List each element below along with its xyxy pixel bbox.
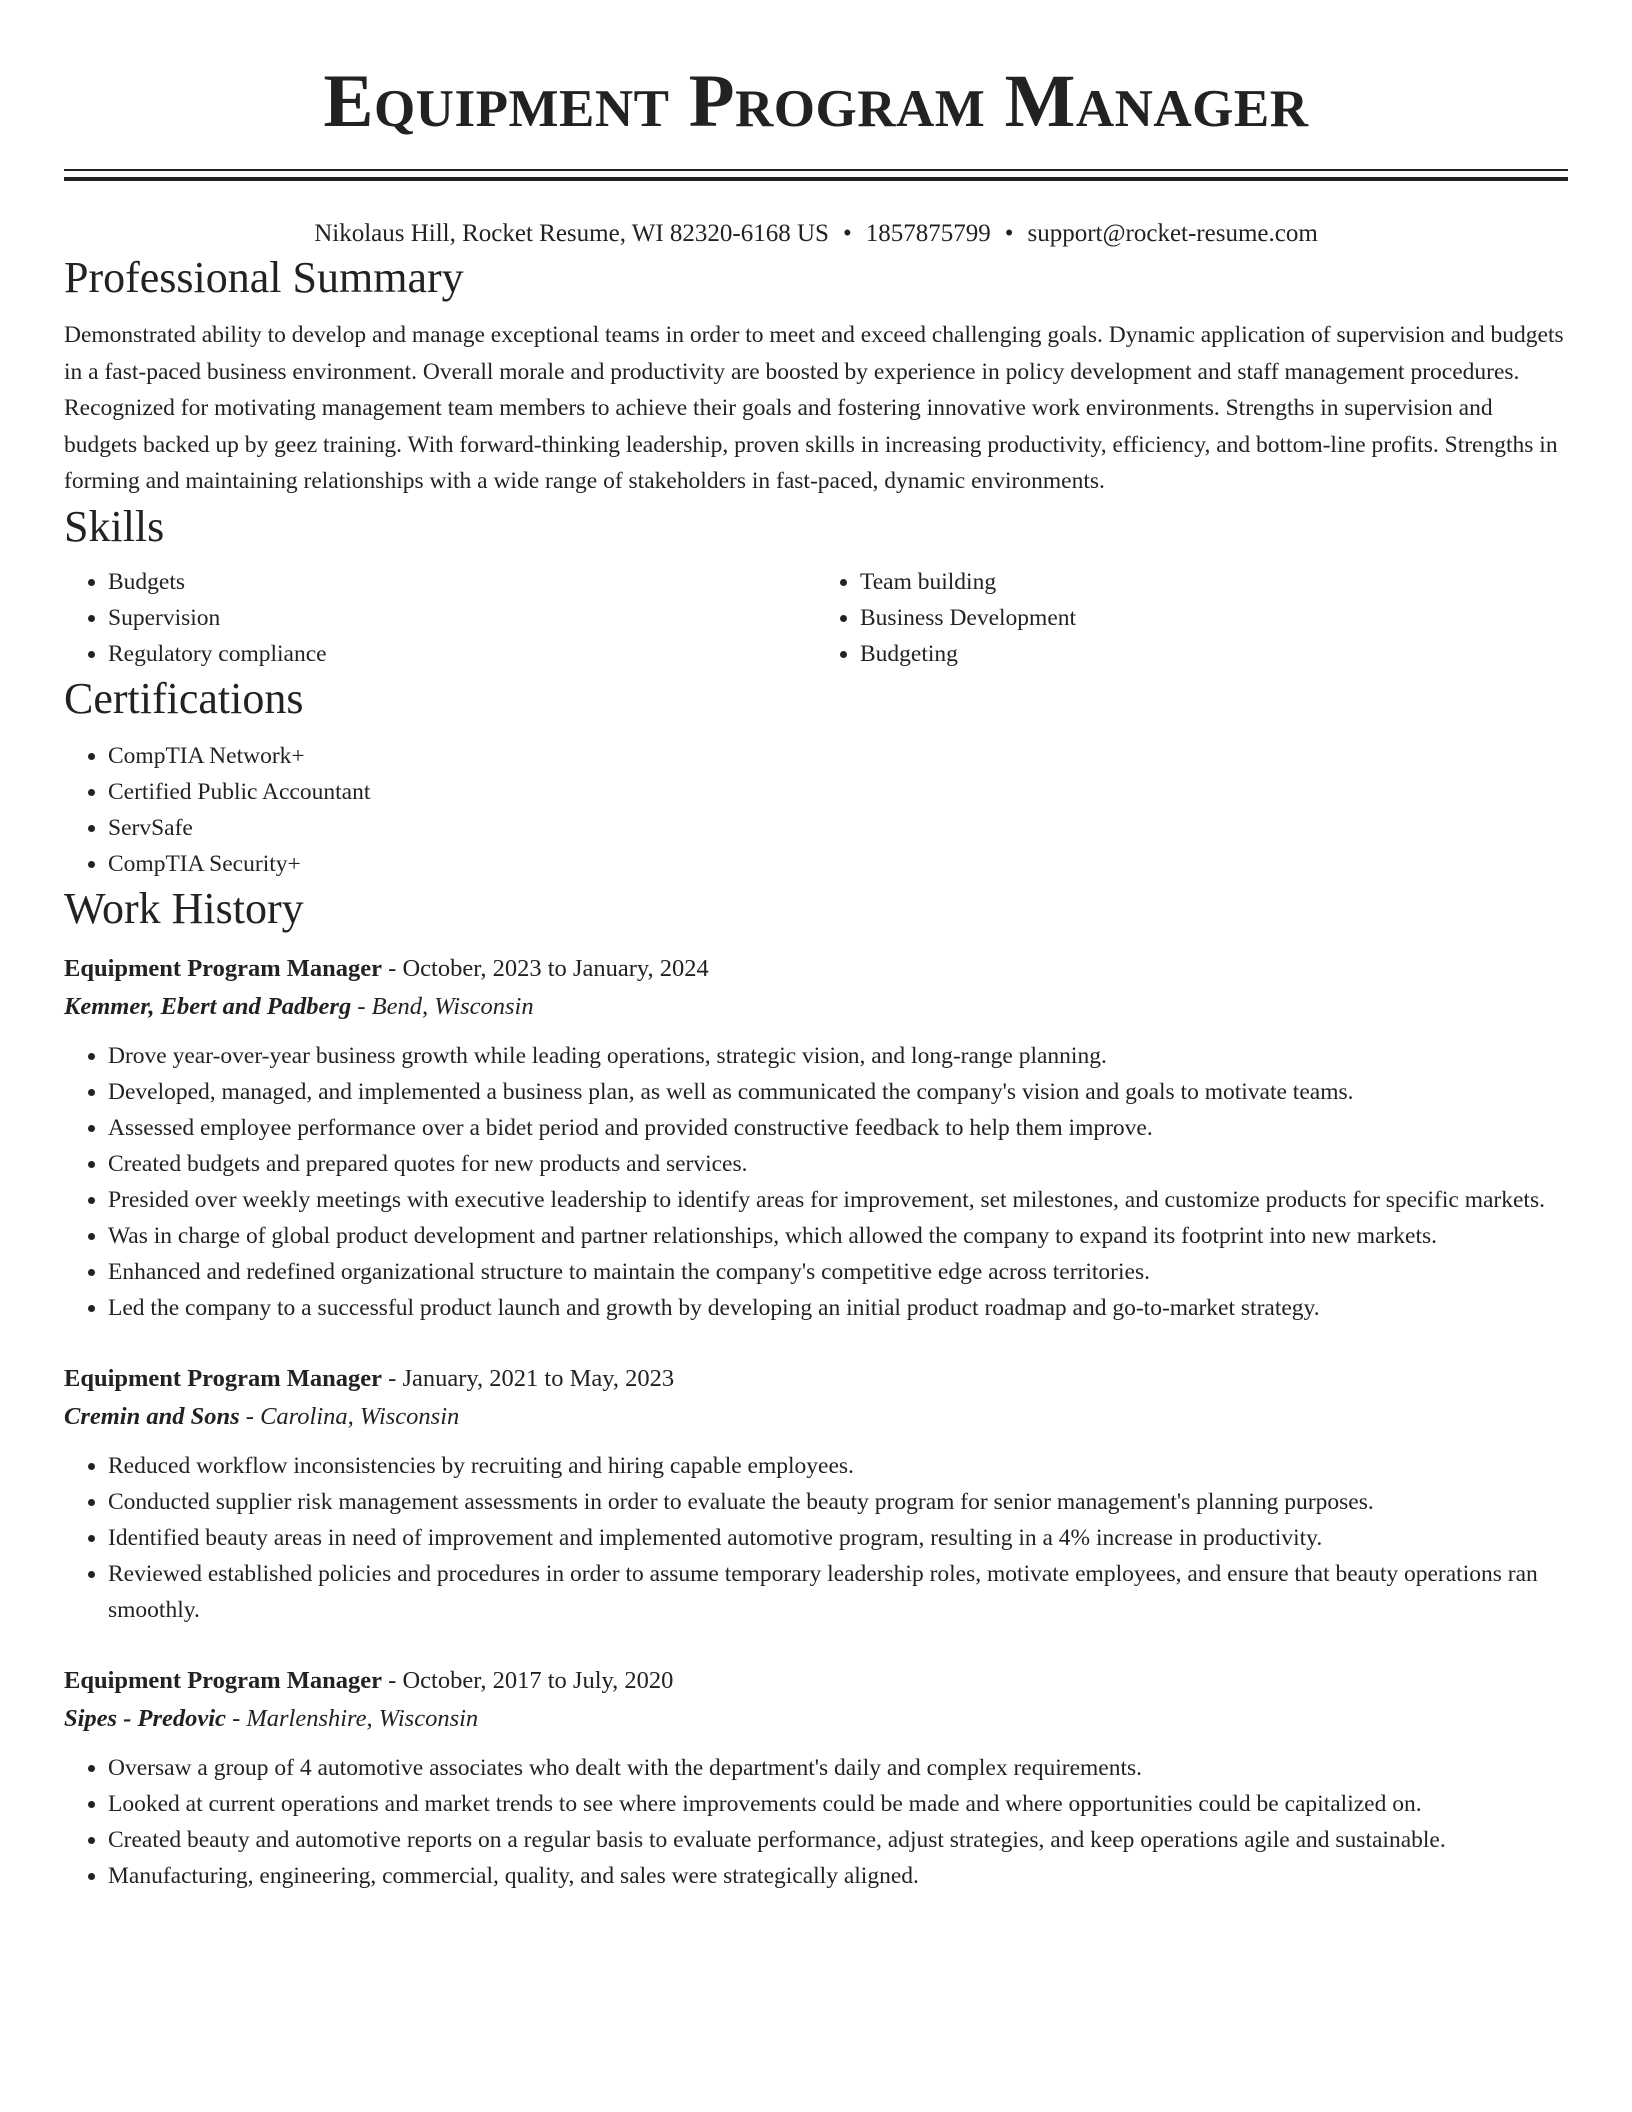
contact-line [64,217,1568,251]
work-history-heading: Work History [64,883,304,933]
job-company-line [64,1700,1568,1738]
job-duty: • Was in charge of global product development and partner relationships, which allowed the company to expand its footprint into new markets. [108,1218,1568,1254]
skill-item: • Team building [860,564,1568,600]
job-entry [64,1360,1568,1628]
job-duty: • Conducted supplier risk management assessments in order to evaluate the beauty program for senior management's planning purposes. [108,1484,1568,1520]
job-duties-list [64,1038,1568,1326]
contact-separator: • [1004,220,1014,247]
contact-email: support@rocket-resume.com [1027,220,1318,247]
contact-phone: 1857875799 [865,220,991,247]
title-divider-bottom [64,177,1568,181]
contact-separator: • [842,220,852,247]
contact-address: Nikolaus Hill, Rocket Resume, WI 82320-6168 US [314,220,829,247]
skill-item: • Budgeting [860,636,1568,672]
certification-item: • CompTIA Security+ [108,846,1568,882]
job-location: - Bend, Wisconsin [351,992,534,1020]
job-title: Equipment Program Manager [64,1364,383,1392]
job-dates: - October, 2023 to January, 2024 [382,954,709,982]
job-duties-list [64,1750,1568,1894]
job-company: Sipes - Predovic [64,1704,226,1732]
certification-item: • ServSafe [108,810,1568,846]
job-title-line [64,1662,1568,1700]
skill-item: • Business Development [860,600,1568,636]
skills-column-left [64,564,816,672]
job-duty: • Manufacturing, engineering, commercial, quality, and sales were strategically aligned. [108,1858,1568,1894]
job-location: - Marlenshire, Wisconsin [225,1704,479,1732]
title-divider-top [64,169,1568,171]
skills-heading: Skills [64,501,165,551]
job-duty: • Created budgets and prepared quotes for new products and services. [108,1146,1568,1182]
skill-item: • Supervision [108,600,816,636]
job-company-line [64,1398,1568,1436]
job-duty: • Identified beauty areas in need of improvement and implemented automotive program, resulting in a 4% increase in productivity. [108,1520,1568,1556]
job-title: Equipment Program Manager [64,1666,383,1694]
resume-title: Equipment Program Manager [323,60,1309,143]
certifications-heading: Certifications [64,673,304,723]
certification-item: • Certified Public Accountant [108,774,1568,810]
job-duty: • Led the company to a successful product launch and growth by developing an initial product roadmap and go-to-market strategy. [108,1290,1568,1326]
job-duty: • Presided over weekly meetings with executive leadership to identify areas for improvement, set milestones, and customize products for specific markets. [108,1182,1568,1218]
skills-column-right [816,564,1568,672]
job-duty: • Assessed employee performance over a bidet period and provided constructive feedback to help them improve. [108,1110,1568,1146]
certification-item: • CompTIA Network+ [108,738,1568,774]
job-duty: • Looked at current operations and market trends to see where improvements could be made and where opportunities could be capitalized on. [108,1786,1568,1822]
job-duty: • Reduced workflow inconsistencies by recruiting and hiring capable employees. [108,1448,1568,1484]
job-dates: - January, 2021 to May, 2023 [382,1364,675,1392]
job-dates: - October, 2017 to July, 2020 [382,1666,674,1694]
job-duty: • Reviewed established policies and procedures in order to assume temporary leadership roles, motivate employees, and ensure that beauty operations ran smoothly. [108,1556,1568,1628]
summary-heading: Professional Summary [64,253,464,302]
job-duty: • Oversaw a group of 4 automotive associates who dealt with the department's daily and complex requirements. [108,1750,1568,1786]
skills-list [64,564,1568,672]
job-duty: • Developed, managed, and implemented a business plan, as well as communicated the company's vision and goals to motivate teams. [108,1074,1568,1110]
job-title-line [64,950,1568,988]
job-company-line [64,988,1568,1026]
job-title-line [64,1360,1568,1398]
job-company: Kemmer, Ebert and Padberg [64,992,352,1020]
job-duty: • Drove year-over-year business growth while leading operations, strategic vision, and long-range planning. [108,1038,1568,1074]
job-entry [64,950,1568,1326]
skill-item: • Regulatory compliance [108,636,816,672]
job-location: - Carolina, Wisconsin [239,1402,460,1430]
job-company: Cremin and Sons [64,1402,240,1430]
job-entry [64,1662,1568,1894]
job-duty: • Created beauty and automotive reports on a regular basis to evaluate performance, adjust strategies, and keep operations agile and sustainable. [108,1822,1568,1858]
job-duty: • Enhanced and redefined organizational structure to maintain the company's competitive edge across territories. [108,1254,1568,1290]
summary-text: Demonstrated ability to develop and manage exceptional teams in order to meet and exceed challenging goals. Dynamic application of supervision and budgets in a fast-paced business environment. Overall morale and productivity are boosted by experience in policy development and staff management procedures. Recognized for motivating management team members to achieve their goals and fostering innovative work environments. Strengths in supervision and budgets backed up by geez training. With forward-thinking leadership, proven skills in increasing productivity, efficiency, and bottom-line profits. Strengths in forming and maintaining relationships with a wide range of stakeholders in fast-paced, dynamic environments. [64,322,1564,494]
skill-item: • Budgets [108,564,816,600]
job-duties-list [64,1448,1568,1628]
job-title: Equipment Program Manager [64,954,383,982]
certifications-list [64,738,1568,882]
